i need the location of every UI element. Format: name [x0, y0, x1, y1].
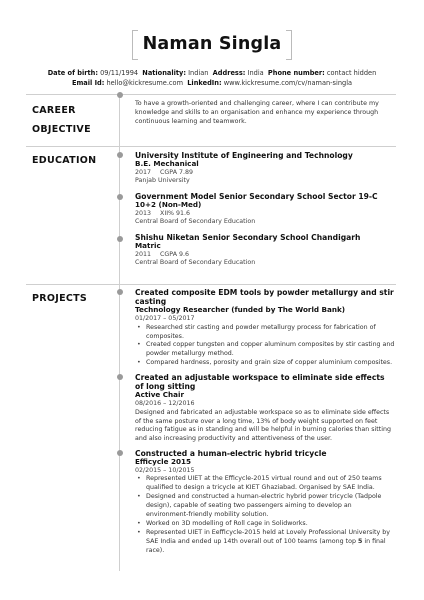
- divider-projects: [26, 284, 396, 285]
- bullet-item: • Created copper tungsten and copper aluminum composites by stir casting and powder metallurgy method.: [135, 341, 395, 359]
- bullet-item: • Worked on 3D modelling of Roll cage in Solidworks.: [135, 520, 395, 529]
- education-year: 2017: [135, 168, 152, 176]
- school-name: Government Model Senior Secondary School Sector 19-C: [135, 191, 378, 201]
- timeline-dot-proj-2: [117, 374, 123, 380]
- education-list: [135, 151, 395, 274]
- education-score: CGPA 9.6: [160, 250, 190, 258]
- project-item-1: [135, 288, 395, 368]
- linkedin-link[interactable]: www.kickresume.com/cv/naman-singla: [223, 79, 353, 87]
- candidate-name: Naman Singla: [142, 34, 282, 54]
- bullet-item: • Represented UIET at the Efficycle-2015 virtual round and out of 250 teams qualified to design a tricycle at KIET Ghaziabad. Organised by SAE India.: [135, 475, 395, 493]
- timeline-dot-proj-1: [117, 289, 123, 295]
- bullet-item: [135, 529, 395, 556]
- education-year: 2011: [135, 250, 152, 258]
- section-title-objective: [32, 101, 91, 139]
- project-title: Created an adjustable workspace to eliminate side effects of long sitting: [135, 373, 385, 392]
- nationality-value: Indian: [188, 69, 209, 77]
- education-score: XII% 91.6: [160, 209, 191, 217]
- timeline-dot-objective: [117, 92, 123, 98]
- phone-value: contact hidden: [326, 69, 377, 77]
- name-frame: [132, 30, 292, 60]
- education-board: Panjab University: [135, 177, 190, 185]
- project-item-3: [135, 449, 395, 556]
- timeline-dot-edu-3: [117, 236, 123, 242]
- education-meta: [135, 169, 395, 178]
- project-dates: 02/2015 – 10/2015: [135, 466, 195, 474]
- project-role: Efficycle 2015: [135, 457, 191, 467]
- bullet-item: • Designed and constructed a human-electric hybrid power tricycle (Tadpole design), capable of seating two passengers aiming to develop an environment-friendly mobility solution.: [135, 493, 395, 520]
- objective-text: To have a growth-oriented and challenging career, where I can contribute my knowledge and skills to an organisation and enhance my experience through continuous learning and teamwork.: [135, 100, 379, 125]
- school-name: University Institute of Engineering and Technology: [135, 151, 353, 160]
- contact-line-2: [10, 79, 414, 87]
- project-dates: 01/2017 – 05/2017: [135, 315, 195, 322]
- project-role: Active Chair: [135, 390, 185, 400]
- phone-label: Phone number:: [267, 69, 325, 77]
- bullet-text: in final race).: [146, 537, 386, 554]
- bullet-emphasis: 5: [357, 537, 363, 545]
- bullet-item: • Researched stir casting and powder metallurgy process for fabrication of composites.: [135, 324, 395, 342]
- education-meta: [135, 251, 395, 260]
- section-title-education: EDUCATION: [32, 155, 97, 166]
- address-label: Address:: [212, 69, 246, 77]
- project-title: Constructed a human-electric hybrid tricycle: [135, 449, 327, 458]
- timeline-dot-proj-3: [117, 450, 123, 456]
- education-item: [135, 192, 395, 227]
- project-title: Created composite EDM tools by powder metallurgy and stir casting: [135, 288, 394, 307]
- project-bullets: [135, 475, 395, 555]
- degree: B.E. Mechanical: [135, 159, 199, 169]
- email-link[interactable]: hello@kickresume.com: [106, 79, 184, 87]
- degree: Matric: [135, 241, 161, 251]
- objective-title-line-1: CAREER: [32, 105, 76, 116]
- education-board: Central Board of Secondary Education: [135, 259, 256, 267]
- project-item-2: [135, 373, 395, 444]
- project-description: Designed and fabricated an adjustable workspace so as to eliminate side effects of the same posture over a long time, 13% of body weight supported on feet reducing fatigue as in standing and will be helpful in burning calories than sitting and also increasing productivity and attentiveness of the user.: [135, 408, 391, 443]
- dob-value: 09/11/1994: [100, 69, 139, 77]
- bullet-item: • Compared hardness, porosity and grain size of copper aluminium composites.: [135, 359, 395, 368]
- education-item: [135, 233, 395, 268]
- linkedin-label: LinkedIn:: [187, 79, 222, 87]
- project-dates: 08/2016 – 12/2016: [135, 400, 195, 407]
- nationality-label: Nationality:: [142, 69, 186, 77]
- timeline-dot-edu-1: [117, 152, 123, 158]
- education-year: 2013: [135, 209, 152, 217]
- bullet-text: Represented UIET in Eefficycle-2015 held at Lovely Professional University by SAE India and ended up 14th overall out of 100 teams (among top: [146, 528, 390, 545]
- contact-line-1: [10, 69, 414, 77]
- school-name: Shishu Niketan Senior Secondary School Chandigarh: [135, 232, 361, 242]
- education-board: Central Board of Secondary Education: [135, 218, 256, 226]
- address-value: India: [247, 69, 264, 77]
- divider-education: [26, 146, 396, 147]
- education-item: [135, 151, 395, 186]
- divider-objective: [26, 94, 396, 95]
- timeline-line: [119, 94, 120, 571]
- email-label: Email Id:: [71, 79, 105, 87]
- degree: 10+2 (Non-Med): [135, 200, 202, 210]
- education-score: CGPA 7.89: [160, 168, 194, 176]
- education-meta: [135, 210, 395, 219]
- objective-title-line-2: OBJECTIVE: [32, 124, 91, 135]
- dob-label: Date of birth:: [47, 69, 98, 77]
- project-role: Technology Researcher (funded by The World Bank): [135, 305, 346, 315]
- section-title-projects: PROJECTS: [32, 293, 88, 304]
- project-bullets: [135, 324, 395, 369]
- timeline-dot-edu-2: [117, 194, 123, 200]
